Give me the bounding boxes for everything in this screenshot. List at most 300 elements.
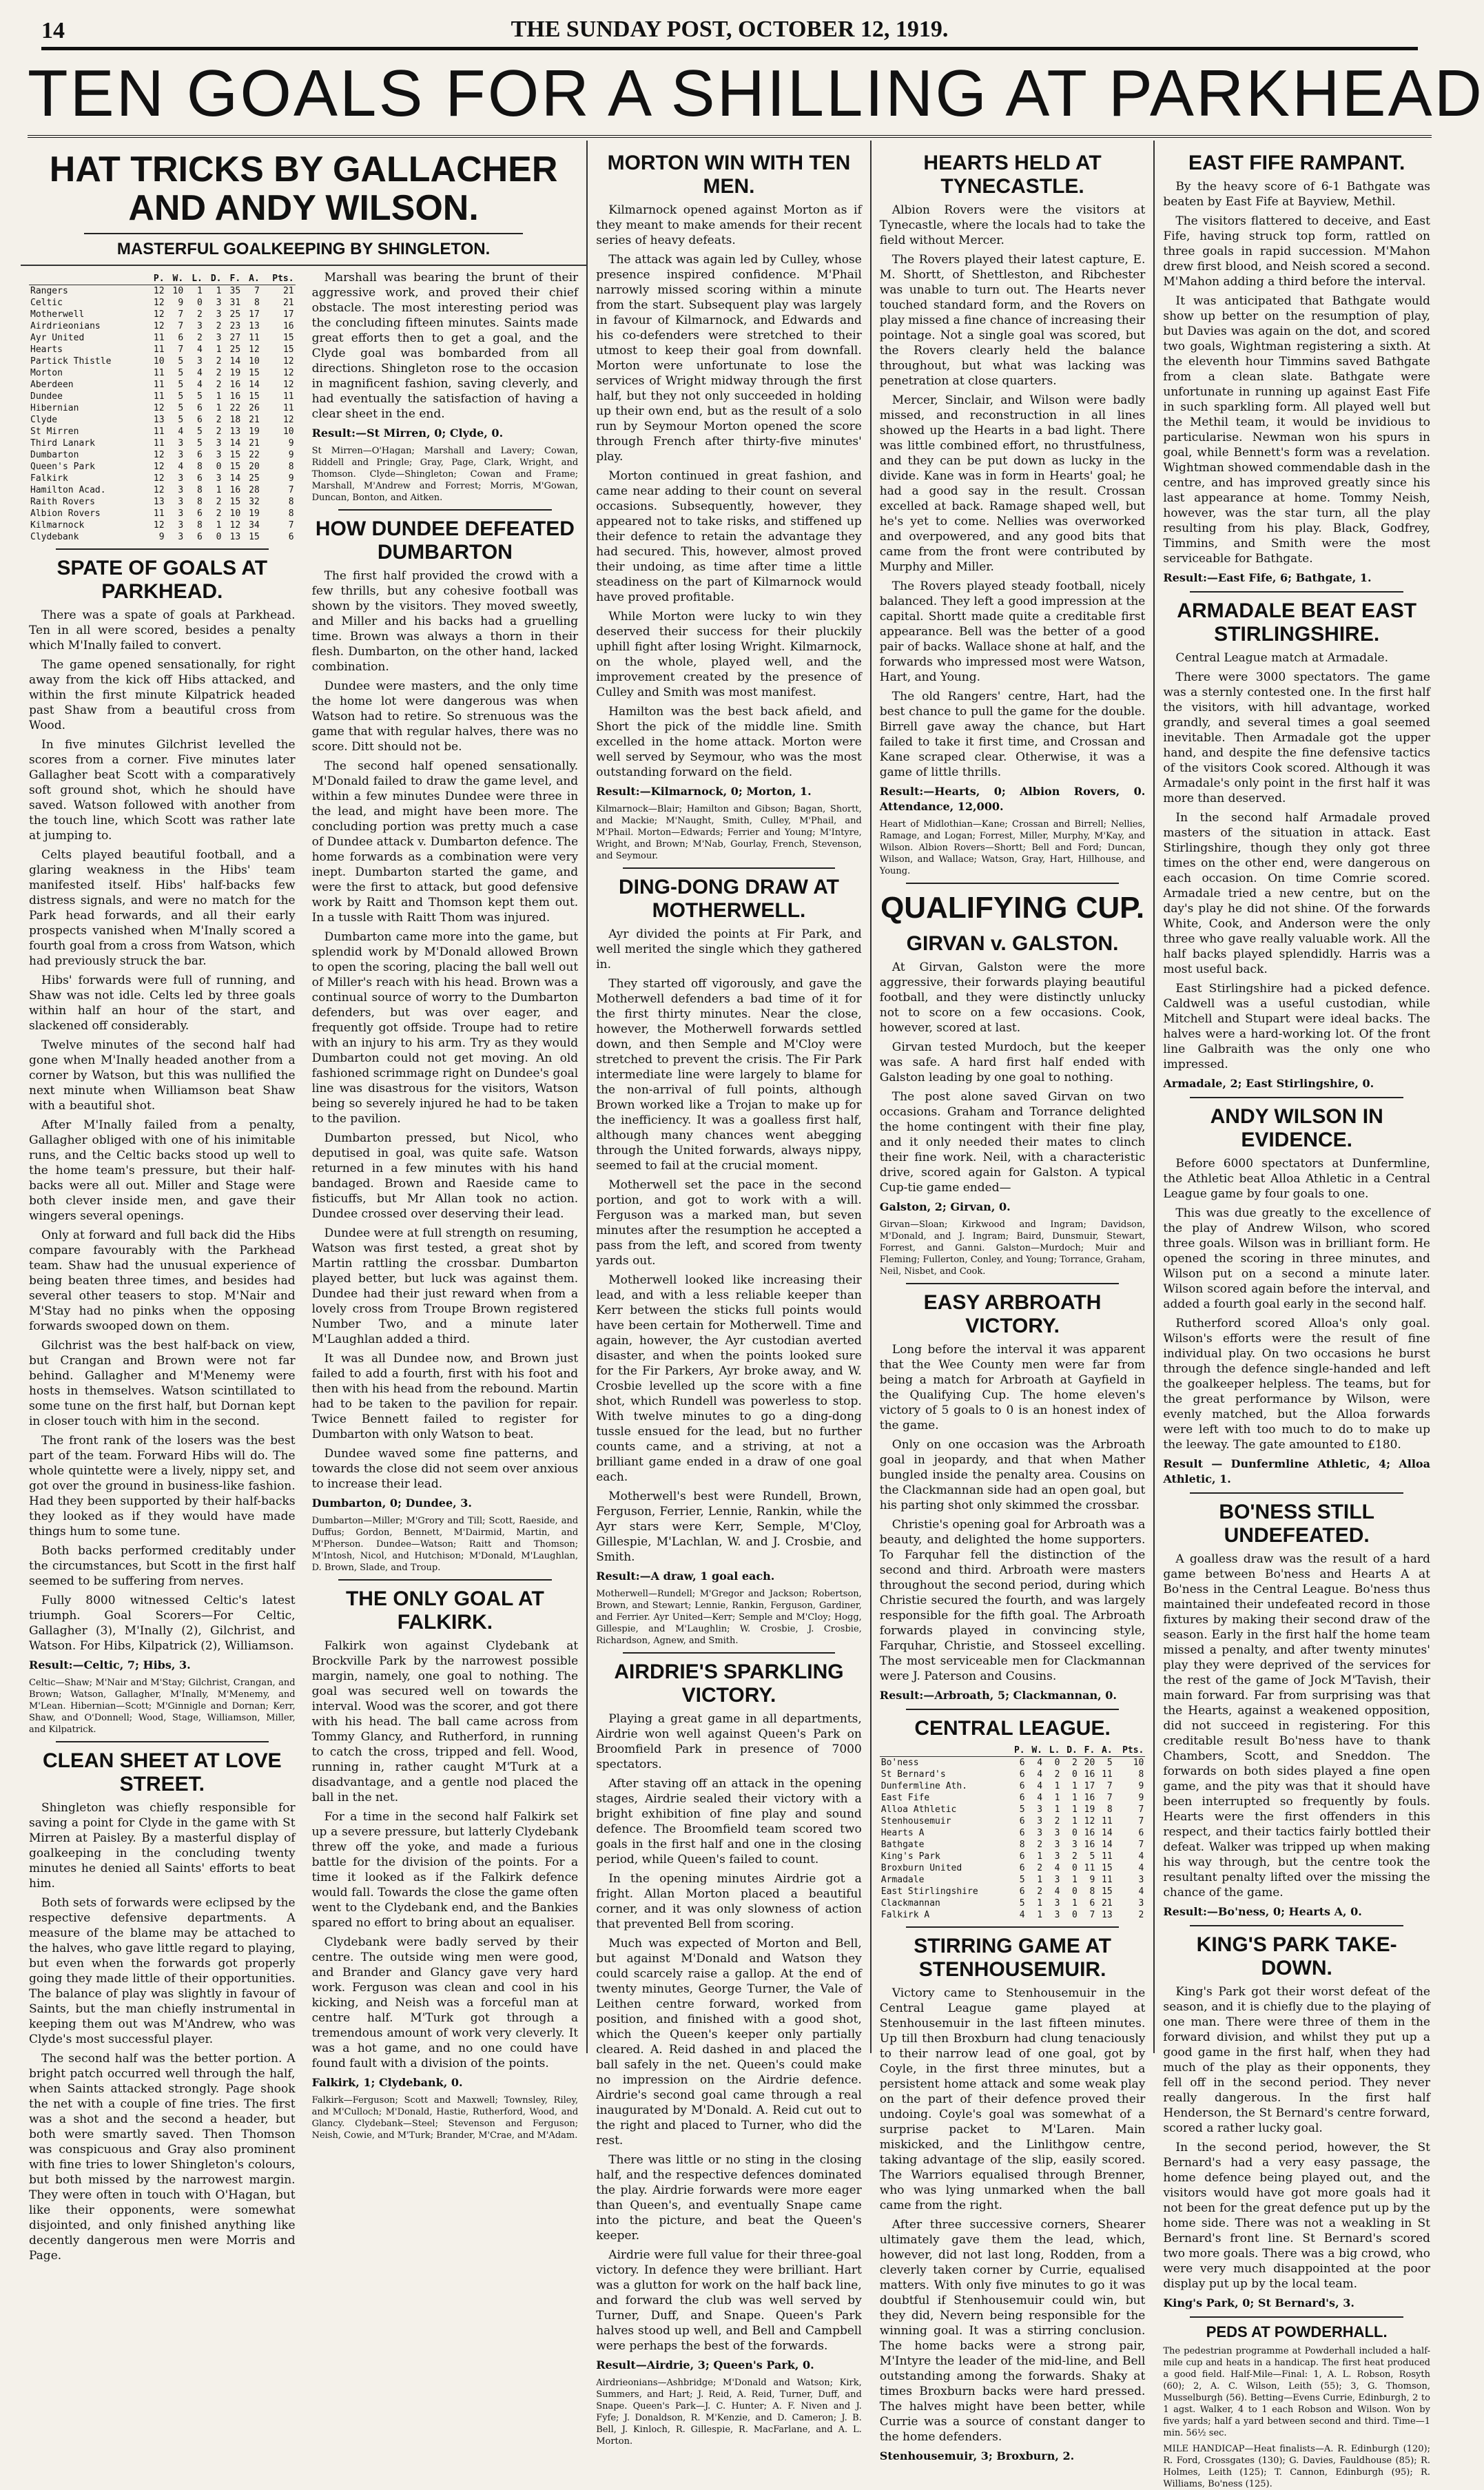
article-paragraph: Dundee were masters, and the only time the home lot were dangerous was when Watson had to retire. So strenuous was the game that with regular halves, there was no score. Ditt should not be. [311, 679, 579, 754]
table-cell: 6 [288, 532, 294, 542]
article-paragraph: Only on one occasion was the Arbroath goal in jeopardy, and that when Mather bungled inside the penalty area. Cousins on the Clackmannan side had an open goal, but his parting shot only skimmed the crossbar. [879, 1438, 1146, 1512]
article-paragraph: The visitors flattered to deceive, and East Fife, having struck top form, rattled on three goals in rapid succession. M'Mahon drew first blood, and Neish scored a second. M'Mahon adding a third before the interval. [1163, 214, 1430, 289]
table-cell: 9 [178, 298, 184, 308]
arbroath-headline: EASY ARBROATH VICTORY. [923, 1291, 1102, 1337]
table-header-cell: L. [185, 273, 204, 285]
qualifying-cup-headline: QUALIFYING CUP. [880, 891, 1145, 925]
table-cell: 4 [1138, 1863, 1144, 1873]
table-row [880, 1862, 1146, 1874]
table-cell: 17 [282, 309, 294, 320]
table-cell: 7 [1106, 1793, 1113, 1803]
table-header-cell: Pts. [261, 273, 296, 285]
article-paragraph: Christie's opening goal for Arbroath was a beauty, and delighted the home supporters. To Farquhar fell the distinction of the second and third. Arbroath were masters throughout the second period, during which Christie secured the fourth, and was largely responsible for the fifth goal. The Arbroath forwards played in convincing style, Farquhar, Christie, and Stosseel excelling. The most serviceable men for Clackmannan were J. Paterson and Cousins. [879, 1518, 1146, 1683]
table-cell: 16 [1084, 1828, 1095, 1838]
divider [1190, 1492, 1403, 1494]
table-cell: 4 [178, 426, 184, 437]
table-cell: 4 [1037, 1758, 1043, 1768]
divider [1190, 2316, 1403, 2318]
table-cell: 13 [153, 415, 165, 425]
table-row [880, 1780, 1146, 1792]
table-cell: 6 [197, 450, 203, 460]
table-cell: 3 [178, 473, 184, 484]
table-cell: 5 [1106, 1758, 1113, 1768]
table-cell: 34 [249, 520, 260, 531]
table-cell: 5 [197, 391, 203, 402]
page-banner: TEN GOALS FOR A SHILLING AT PARKHEAD [28, 52, 1432, 138]
table-row [29, 356, 296, 367]
central-league-table [880, 1745, 1146, 1921]
table-cell: 2 [1072, 1758, 1078, 1768]
table-cell: 14 [249, 380, 260, 390]
table-cell: 7 [1106, 1781, 1113, 1791]
table-cell: 2 [216, 426, 222, 437]
column-2 [304, 266, 587, 2272]
table-cell: 3 [1054, 1910, 1060, 1920]
table-cell: 6 [1138, 1828, 1144, 1838]
table-cell: 8 [288, 462, 294, 472]
table-cell: 15 [249, 532, 260, 542]
article-paragraph: Dumbarton pressed, but Nicol, who deputised in goal, was quite safe. Watson returned in a few minutes with his hand bandaged. Brown and Raeside came to fisticuffs, but Mr Allan took no action. Dundee crossed over deserving their lead. [311, 1131, 579, 1221]
table-row [29, 285, 296, 298]
table-row [880, 1886, 1146, 1897]
table-cell: 19 [229, 368, 241, 378]
team-lineups: St Mirren—O'Hagan; Marshall and Lavery; Cowan, Riddell and Pringle; Gray, Page, Clark, Wright, and Thomson. Clyde—Shingleton; Cowan and Frame; Marshall, M'Andrew and Forrest; Morris, M'Gowan, Duncan, Bonton, and Aitken. [311, 446, 579, 503]
team-lineups: Falkirk—Ferguson; Scott and Maxwell; Townsley, Riley, and M'Culloch; M'Donald, Hastie, Rutherford, Wood, and Glancy. Clydebank—Steel; Stevenson and Ferguson; Neish, Cowie, and M'Turk; Brander, M'Crae, and M'Adam. [311, 2095, 579, 2141]
table-cell: 18 [229, 415, 241, 425]
table-row [29, 484, 296, 496]
table-cell: 12 [153, 462, 165, 472]
table-cell: 3 [1037, 1828, 1043, 1838]
table-cell: 1 [216, 485, 222, 495]
table-cell: 3 [178, 485, 184, 495]
table-cell: Third Lanark [30, 438, 95, 449]
table-cell: 7 [288, 485, 294, 495]
table-cell: 3 [1054, 1851, 1060, 1862]
table-cell: 3 [1054, 1875, 1060, 1885]
table-cell: 17 [1084, 1781, 1095, 1791]
article-paragraph: Marshall was bearing the brunt of their aggressive work, and proved their chief obstacle. The most interesting period was the concluding fifteen minutes. Saints made great efforts then to get a goal, and the Clyde goal was bombarded from all directions. Shingleton rose to the occasion in magnificent fashion, saving cleverly, and had eventually the satisfaction of having a clear sheet in the end. [311, 271, 579, 421]
table-cell: 9 [1089, 1875, 1095, 1885]
table-cell: 12 [153, 485, 165, 495]
table-cell: 5 [1089, 1851, 1095, 1862]
league-table [29, 273, 296, 543]
boness-headline: BO'NESS STILL UNDEFEATED. [1219, 1501, 1374, 1547]
table-cell: 12 [153, 298, 165, 308]
table-cell: 2 [1054, 1816, 1060, 1827]
divider [906, 883, 1119, 884]
table-cell: 2 [216, 321, 222, 331]
table-cell: 10 [153, 356, 165, 367]
article-paragraph: In the second half Armadale proved masters of the situation in attack. East Stirlingshire, though they only got three times on the other end, were dangerous on each occasion. On time Comrie scored. Armadale tried a new centre, but on the day's play he did not shine. Of the forwards White, Cook, and Anderson were the only three who gave really valuable work. All the half backs played splendidly. Harris was a most useful back. [1163, 811, 1430, 976]
table-cell: Kilmarnock [30, 520, 85, 531]
match-result: Result:—Bo'ness, 0; Hearts A, 0. [1163, 1905, 1362, 1918]
table-cell: King's Park [880, 1851, 940, 1862]
match-result: Result — Dunfermline Athletic, 4; Alloa Athletic, 1. [1163, 1457, 1430, 1485]
table-cell: 11 [1084, 1863, 1095, 1873]
dateline: THE SUNDAY POST, OCTOBER 12, 1919. [511, 17, 949, 42]
table-cell: 3 [1072, 1840, 1078, 1850]
article-paragraph: Both sets of forwards were eclipsed by the respective defensive departments. A measure of the blame may be attached to the halves, who gave little regard to playing, but even when the forwards got properly going they made little of their opportunities. The balance of play was slightly in favour of Saints, but the man chiefly instrumental in keeping them out was M'Andrew, who was Clyde's most successful player. [29, 1896, 296, 2046]
team-lineups: Girvan—Sloan; Kirkwood and Ingram; Davidson, M'Donald, and J. Ingram; Baird, Dunsmuir, Stewart, Forrest, and Ganni. Galston—Murdoch; Muir and Fleming; Fullerton, Conley, and Young; Torrance, Graham, Neil, Nisbet, and Cook. [879, 1220, 1146, 1277]
table-cell: 2 [216, 368, 222, 378]
table-cell: 11 [153, 508, 165, 519]
table-cell: 12 [153, 286, 165, 296]
table-cell: 11 [249, 333, 260, 343]
table-cell: 1 [216, 286, 222, 296]
table-row [880, 1757, 1146, 1769]
table-cell: 8 [288, 508, 294, 519]
table-cell: 14 [1102, 1828, 1113, 1838]
article-paragraph: Victory came to Stenhousemuir in the Central League game played at Stenhousemuir in the last fifteen minutes. Up till then Broxburn had clung tenaciously to their narrow lead of one goal, got by Coyle, in the first three minutes, but a persistent home attack and some weak play on the part of their defence proved their undoing. Coyle's goal was somewhat of a surprise packet to M'Laren. Main miskicked, and the Linlithgow centre, taking advantage of the slip, easily scored. The Warriors equalised through Brenner, who was lying unmarked when the ball came from the right. [879, 1986, 1146, 2212]
table-cell: 12 [282, 380, 294, 390]
table-cell: 1 [1072, 1875, 1078, 1885]
table-cell: Albion Rovers [30, 508, 101, 519]
table-cell: 13 [153, 497, 165, 507]
table-row [29, 379, 296, 391]
table-cell: 9 [288, 438, 294, 449]
table-row [29, 414, 296, 426]
table-cell: Airdrieonians [30, 321, 101, 331]
table-cell: 6 [1019, 1816, 1025, 1827]
table-cell: 21 [1102, 1898, 1113, 1908]
divider [623, 867, 836, 869]
table-cell: 25 [229, 344, 241, 355]
table-cell: East Fife [880, 1793, 930, 1803]
column-4 [872, 141, 1155, 2462]
table-row [29, 332, 296, 344]
table-cell: 5 [178, 380, 184, 390]
table-cell: 11 [153, 426, 165, 437]
table-cell: 19 [249, 426, 260, 437]
table-cell: 12 [1084, 1816, 1095, 1827]
table-header-cell: L. [1044, 1745, 1061, 1757]
table-cell: 0 [216, 462, 222, 472]
table-row [29, 297, 296, 309]
article-paragraph: The second half was the better portion. A bright patch occurred well through the half, when Saints attacked strongly. Page shook the net with a couple of fine tries. The first was a shot and the second a header, but both were smartly saved. Then Thomson was conspicuous and Gray also prominent with fine tries to lower Shingleton's colours, but both missed by the narrowest margin. They were often in touch with O'Hagan, but like their opponents, were somewhat disjointed, and only finished anything like decently dangerous men were Morris and Page. [29, 2052, 296, 2263]
table-cell: 3 [1054, 1828, 1060, 1838]
table-row [880, 1909, 1146, 1921]
table-cell: 3 [216, 298, 222, 308]
article-paragraph: Ayr divided the points at Fir Park, and well merited the single which they gathered in. [596, 927, 862, 971]
divider [1190, 1097, 1403, 1098]
column-3 [588, 141, 872, 2447]
article-paragraph: Fully 8000 witnessed Celtic's latest triumph. Goal Scorers—For Celtic, Gallagher (3), M'Inally (2), Gilchrist, and Watson. For Hibs, Kilpatrick (2), Williamson. [29, 1594, 296, 1653]
table-cell: 12 [153, 450, 165, 460]
table-cell: 11 [282, 391, 294, 402]
table-cell: 12 [282, 415, 294, 425]
table-cell: 2 [197, 333, 203, 343]
table-cell: 12 [282, 356, 294, 367]
table-cell: 10 [282, 426, 294, 437]
table-cell: 0 [216, 532, 222, 542]
table-cell: 6 [1019, 1886, 1025, 1897]
table-cell: 6 [197, 508, 203, 519]
table-row [29, 473, 296, 484]
table-cell: 16 [282, 321, 294, 331]
table-cell: 11 [1102, 1851, 1113, 1862]
table-row [29, 402, 296, 414]
table-cell: Bo'ness [880, 1758, 919, 1768]
match-result: Galston, 2; Girvan, 0. [879, 1200, 1011, 1213]
table-cell: 1 [197, 286, 203, 296]
table-cell: 12 [153, 473, 165, 484]
article-paragraph: Dundee waved some fine patterns, and towards the close did not seem over anxious to increase their lead. [311, 1447, 579, 1491]
falkirk-headline: THE ONLY GOAL AT FALKIRK. [345, 1587, 544, 1634]
table-cell: 7 [178, 321, 184, 331]
table-cell: 1 [1054, 1793, 1060, 1803]
article-paragraph: Hamilton was the best back afield, and Short the pick of the middle line. Smith excelled in the home attack. Morton were well served by Seymour, who was the most outstanding forward on the field. [596, 705, 862, 779]
table-cell: 21 [249, 438, 260, 449]
table-cell: 3 [178, 508, 184, 519]
article-paragraph: Motherwell set the pace in the second portion, and got to work with a will. Ferguson was a marked man, but seven minutes after the resumption he accepted a pass from the left, and scored from twenty yards out. [596, 1178, 862, 1268]
article-paragraph: Airdrie were full value for their three-goal victory. In defence they were brilliant. Hart was a glutton for work on the half back line, and forward the club was well served by Turner, Duff, and Snape. Queen's Park halves stood up well, and Bell and Campbell were perhaps the best of the forwards. [596, 2248, 862, 2353]
table-cell: 7 [1089, 1910, 1095, 1920]
table-cell: 9 [1138, 1793, 1144, 1803]
table-cell: 3 [178, 532, 184, 542]
table-row [880, 1874, 1146, 1886]
table-cell: 13 [1102, 1910, 1113, 1920]
article-paragraph: Albion Rovers were the visitors at Tynecastle, where the locals had to take the field without Mercer. [879, 203, 1146, 247]
table-cell: 12 [153, 321, 165, 331]
table-cell: 1 [1054, 1804, 1060, 1815]
table-cell: 21 [282, 298, 294, 308]
table-cell: 3 [1037, 1816, 1043, 1827]
article-paragraph: Shingleton was chiefly responsible for saving a point for Clyde in the game with St Mirren at Paisley. By a masterful display of goalkeeping in the concluding twenty minutes he denied all Saints' efforts to beat him. [29, 1801, 296, 1891]
table-cell: Clydebank [30, 532, 79, 542]
lead-header [21, 141, 586, 266]
table-cell: 25 [229, 309, 241, 320]
table-cell: Hamilton Acad. [30, 485, 106, 495]
table-cell: 3 [216, 333, 222, 343]
table-row [880, 1769, 1146, 1780]
table-cell: 6 [197, 532, 203, 542]
table-cell: 14 [1102, 1840, 1113, 1850]
table-cell: 15 [249, 391, 260, 402]
table-cell: 1 [1037, 1851, 1043, 1862]
table-cell: 14 [229, 438, 241, 449]
table-cell: 1 [1072, 1804, 1078, 1815]
match-result: Result—Airdrie, 3; Queen's Park, 0. [596, 2358, 814, 2371]
table-cell: 4 [197, 368, 203, 378]
column-5 [1155, 141, 1439, 2489]
article-paragraph: Falkirk won against Clydebank at Brockville Park by the narrowest possible margin, namely, one goal to nothing. The goal was secured well on towards the interval. Wood was the scorer, and got there with his head. The ball came across from Tommy Glancy, and Rutherford, in running to catch the cross, tripped and fell. Wood, running in, rather caught M'Turk at a disadvantage, and a gentle nod placed the ball in the net. [311, 1639, 579, 1804]
article-paragraph: Both backs performed creditably under the circumstances, but Scott in the first half seemed to be suffering from nerves. [29, 1544, 296, 1588]
match-result: King's Park, 0; St Bernard's, 3. [1163, 2296, 1354, 2309]
team-lineups: Dumbarton—Miller; M'Grory and Till; Scott, Raeside, and Duffus; Gordon, Bennett, M'Dairmid, Martin, and M'Pherson. Dundee—Watson; Raitt and Thomson; M'Intosh, Nicol, and Hutchison; M'Donald, M'Laughlan, D. Brown, Slade, and Troup. [311, 1516, 579, 1573]
table-cell: 32 [249, 497, 260, 507]
table-cell: 5 [1019, 1875, 1025, 1885]
divider [1190, 1925, 1403, 1926]
team-lineups: Kilmarnock—Blair; Hamilton and Gibson; Bagan, Shortt, and Mackie; M'Naught, Smith, Culley, M'Phail, and M'Phail. Morton—Edwards; Ferrier and Young; M'Intyre, Wright, and Brown; M'Nab, Gourlay, French, Stevenson, and Seymour. [596, 804, 862, 861]
table-cell: 12 [229, 520, 241, 531]
table-row [29, 531, 296, 543]
table-cell: 3 [1054, 1840, 1060, 1850]
article-paragraph: The second half opened sensationally. M'Donald failed to draw the game level, and within a few minutes Dundee were three in the lead, and might have been more. The concluding portion was pretty much a case of Dundee attack v. Dumbarton defence. The home forwards as a combination were very inept. Dumbarton started the game, and were the first to attack, but good defensive work by Raitt and Thomson kept them out. In a tussle with Raitt Thom was injured. [311, 759, 579, 925]
article-paragraph: A goalless draw was the result of a hard game between Bo'ness and Hearts A at Bo'ness in the Central League. Bo'ness thus maintained their undefeated record in those fixtures by making their second draw of the season. Early in the first half the home team missed a penalty, and after twenty minutes' play they were deprived of the services for the rest of the game of Jock M'Tavish, their main forward. Far from surprising was that the Hearts, against a weakened opposition, did not succeed in registering. For this creditable result Bo'ness have to thank Chambers, Scott, and Sneddon. The forwards on both sides played a fine open game, and the pity was that it should have been interrupted so frequently by fouls. Hearts were the first offenders in this respect, and their tactics fairly bottled their defeat. Walker was tripped up when making his way through, but the centre took the resultant penalty lifted over the missing the chance of the game. [1163, 1552, 1430, 1900]
table-cell: 15 [282, 333, 294, 343]
table-row [29, 391, 296, 402]
armadale-headline: ARMADALE BEAT EAST STIRLINGSHIRE. [1177, 599, 1417, 646]
table-cell: 7 [1138, 1840, 1144, 1850]
table-cell: 6 [1019, 1793, 1025, 1803]
match-result: Result:—Arbroath, 5; Clackmannan, 0. [879, 1689, 1117, 1702]
table-cell: 2 [216, 497, 222, 507]
table-cell: 4 [1138, 1851, 1144, 1862]
table-cell: Hearts [30, 344, 63, 355]
table-cell: 7 [1138, 1804, 1144, 1815]
table-cell: 16 [1084, 1840, 1095, 1850]
table-cell: 4 [1138, 1886, 1144, 1897]
article-paragraph: Rutherford scored Alloa's only goal. Wilson's efforts were the result of fine individual play. On two occasions he burst through the defence single-handed and left the goalkeeper helpless. The teams, but for the great performance by Wilson, were evenly matched, but the Alloa forwards were left with too much to do to make up the leeway. The gate amounted to £180. [1163, 1317, 1430, 1452]
table-cell: 1 [1054, 1781, 1060, 1791]
article-paragraph: The first half provided the crowd with a few thrills, but any cohesive football was shown by the visitors. They moved sweetly, and Miller and his backs had a gruelling time. Brown was always a thorn in their flesh. Dumbarton, on the other hand, lacked combination. [311, 569, 579, 674]
airdrie-headline: AIRDRIE'S SPARKLING VICTORY. [614, 1660, 844, 1707]
table-cell: 3 [197, 321, 203, 331]
article-paragraph: The Rovers played steady football, nicely balanced. They left a good impression at the capital. Shortt made quite a creditable first appearance. Bell was the better of a good pair of backs. Wallace shone at half, and the forwards who impressed most were Watson, Hart, and Young. [879, 579, 1146, 684]
table-cell: 6 [197, 415, 203, 425]
table-row [29, 367, 296, 379]
table-cell: 6 [1019, 1769, 1025, 1780]
divider [1190, 591, 1403, 593]
table-cell: 0 [1072, 1769, 1078, 1780]
table-cell: 15 [1102, 1886, 1113, 1897]
article-paragraph: King's Park got their worst defeat of the season, and it is chiefly due to the playing of one man. There were three of them in the forward division, and whilst they put up a good game in the first half, when they had much of the play as their opponents, they fell off in the second period. They never really dangerous. In the first half Henderson, the St Bernard's centre forward, scored a rather lucky goal. [1163, 1985, 1430, 2135]
table-cell: 1 [1072, 1781, 1078, 1791]
match-result: Result:—Kilmarnock, 0; Morton, 1. [596, 785, 812, 798]
divider [84, 233, 524, 234]
table-cell: 16 [1084, 1769, 1095, 1780]
table-cell: 4 [1019, 1910, 1025, 1920]
table-cell: 2 [197, 309, 203, 320]
table-cell: 5 [1019, 1898, 1025, 1908]
match-result: Armadale, 2; East Stirlingshire, 0. [1163, 1077, 1374, 1090]
table-cell: 16 [229, 391, 241, 402]
table-cell: 21 [282, 286, 294, 296]
table-cell: 0 [1072, 1863, 1078, 1873]
table-cell: 2 [216, 415, 222, 425]
table-cell: 3 [216, 450, 222, 460]
table-cell: 4 [197, 380, 203, 390]
table-cell: 10 [172, 286, 184, 296]
article-paragraph: In the second period, however, the St Bernard's had a very easy passage, the home defence being played out, and the visitors would have got more goals had it not been for the great defence put up by the home side. There was not a weakling in St Bernard's front line. St Bernard's scored two more goals. There was a big crowd, who were very much disappointed at the poor display put up by the local team. [1163, 2141, 1430, 2291]
article-paragraph: After M'Inally failed from a penalty, Gallagher obliged with one of his inimitable runs, and the Celtic backs stood up well to the home team's pressure, but their half-backs were all out. Miller and Stage were both clever inside men, and gave their wingers several openings. [29, 1118, 296, 1223]
article-paragraph: There was a spate of goals at Parkhead. Ten in all were scored, besides a penalty which M'Inally failed to convert. [29, 608, 296, 652]
table-cell: 15 [229, 497, 241, 507]
table-cell: 8 [197, 462, 203, 472]
girvan-headline: GIRVAN v. GALSTON. [906, 932, 1119, 955]
table-cell: 4 [1037, 1769, 1043, 1780]
article-paragraph: The attack was again led by Culley, whose presence inspired confidence. M'Phail narrowly missed scoring within a minute from the start. Subsequent play was largely in favour of Kilmarnock, and Edwards and his co-defenders were stretched to their utmost to keep their goal from downfall. Morton were unfortunate to lose the services of Wright midway through the first half, but they not only succeeded in holding up their own end, but as the result of a solo run by Seymour Morton opened the score through French after thirty-five minutes' play. [596, 253, 862, 464]
match-result: Result:—St Mirren, 0; Clyde, 0. [311, 426, 504, 440]
table-cell: 0 [197, 298, 203, 308]
table-cell: 6 [197, 403, 203, 413]
table-row [29, 344, 296, 356]
table-cell: 15 [1102, 1863, 1113, 1873]
article-paragraph: Clydebank were badly served by their centre. The outside wing men were good, and Brander and Glancy gave very hard work. Ferguson was clean and cool in his kicking, and Neish was a forceful man at centre half. M'Turk got through a tremendous amount of work very cleverly. It was a hot game, and no one could have found fault with a division of the points. [311, 1935, 579, 2070]
table-row [29, 309, 296, 320]
table-row [880, 1827, 1146, 1839]
table-header-cell: D. [204, 273, 223, 285]
article-paragraph: Long before the interval it was apparent that the Wee County men were far from being a match for Arbroath at Gayfield in the Qualifying Cup. The home eleven's victory of 5 goals to 0 is an honest index of the game. [879, 1343, 1146, 1432]
table-cell: 3 [216, 309, 222, 320]
table-cell: Alloa Athletic [880, 1804, 957, 1815]
article-paragraph: In the opening minutes Airdrie got a fright. Allan Morton placed a beautiful corner, and it was only slowness of action that prevented Bell from scoring. [596, 1872, 862, 1931]
table-cell: 15 [249, 368, 260, 378]
table-cell: 15 [282, 344, 294, 355]
table-cell: 8 [1089, 1886, 1095, 1897]
article-paragraph: The Rovers played their latest capture, E. M. Shortt, of Shettleston, and Ribchester was unable to turn out. The Hearts never touched standard form, and the Rovers on play missed a fine chance of increasing their pointage. Not a single goal was scored, but the Rovers clearly held the balance throughout, but what was lacking was penetration at close quarters. [879, 253, 1146, 388]
table-cell: 7 [288, 520, 294, 531]
table-cell: Raith Rovers [30, 497, 95, 507]
table-cell: 4 [1054, 1886, 1060, 1897]
table-cell: 6 [178, 333, 184, 343]
table-cell: 31 [229, 298, 241, 308]
columns [21, 141, 1439, 2489]
table-cell: Armadale [880, 1875, 925, 1885]
article-paragraph: The pedestrian programme at Powderhall included a half-mile cup and heats in a handicap. The first heat produced a good field. Half-Mile—Final: 1, A. L. Robson, Rosyth (60); 2, A. C. Wilson, Leith (55); 3, G. Thomson, Musselburgh (56). Betting—Evens Currie, Edinburgh, 2 to 1 agst. Walker, 4 to 1 each Robson and Wilson. Won by five yards; half a yard between second and third. Time—1 min. 56½ sec. [1163, 2346, 1430, 2438]
table-cell: 3 [216, 438, 222, 449]
stenhousemuir-headline: STIRRING GAME AT STENHOUSEMUIR. [914, 1935, 1111, 1981]
article-paragraph: Celts played beautiful football, and a glaring weakness in the Hibs' team manifested itself. Hibs' half-backs few distress signals, and were no match for the Park head forwards, and all their early prospects vanished when M'Inally scored a fourth goal from a cross from Watson, which had previously struck the bar. [29, 848, 296, 968]
article-paragraph: Girvan tested Murdoch, but the keeper was safe. A hard first half ended with Galston leading by one goal to nothing. [879, 1040, 1146, 1084]
table-cell: 8 [197, 485, 203, 495]
table-cell: 1 [216, 391, 222, 402]
article-paragraph: For a time in the second half Falkirk set up a severe pressure, but latterly Clydebank threw off the yoke, and made a furious battle for the division of the points. For a time it looked as if the Falkirk defence would fall. Towards the close the game often went to the Clydebank end, and the Bankies spared no effort to bring about an equaliser. [311, 1810, 579, 1930]
article-paragraph: Morton continued in great fashion, and came near adding to their count on several occasions. Subsequently, however, they appeared not to take risks, and stiffened up their defence to retain the advantage they had secured. This, however, almost proved their undoing, as time after time a little steadiness on the part of Kilmarnock would have proved profitable. [596, 469, 862, 604]
table-cell: 9 [1138, 1781, 1144, 1791]
article-paragraph: Only at forward and full back did the Hibs compare favourably with the Parkhead team. Shaw had the unusual experience of being beaten three times, and besides had several other teasers to stop. M'Nair and M'Stay had no pinks when the opposing forwards swooped down on them. [29, 1228, 296, 1333]
table-cell: 3 [178, 450, 184, 460]
article-paragraph: The post alone saved Girvan on two occasions. Graham and Torrance delighted the home contingent with their fine play, and it only needed their mates to clinch their fine work. Neil, with a characteristic drive, scored again for Galston. A typical Cup-tie game ended— [879, 1090, 1146, 1195]
team-lineups: Celtic—Shaw; M'Nair and M'Stay; Gilchrist, Crangan, and Brown; Watson, Gallagher, M'Inally, M'Menemy, and M'Lean. Hibernian—Scott; M'Ginnigle and Dornan; Kerr, Shaw, and O'Donnell; Wood, Stage, Williamson, Miller, and Kilpatrick. [29, 1678, 296, 1735]
folio-bar [41, 12, 1418, 50]
match-result: Result:—Celtic, 7; Hibs, 3. [29, 1658, 191, 1671]
table-cell: 2 [1037, 1863, 1043, 1873]
table-cell: 16 [1084, 1793, 1095, 1803]
table-cell: Morton [30, 368, 63, 378]
table-cell: 5 [1019, 1804, 1025, 1815]
east-fife-headline: EAST FIFE RAMPANT. [1188, 152, 1405, 174]
article-paragraph: Dumbarton came more into the game, but splendid work by M'Donald allowed Brown to open the scoring, placing the ball well out of Miller's reach with his head. Brown was a continual source of worry to the Dumbarton defenders, but was over eager, and frequently got offside. Troupe had to retire with an injury to his arm. Try as they would Dumbarton could not get moving. An old fashioned scrimmage right on Dundee's goal line was disastrous for the visitors, Watson being so severely injured he had to be taken to the pavilion. [311, 930, 579, 1126]
table-cell: 11 [282, 403, 294, 413]
table-cell: Hearts A [880, 1828, 925, 1838]
table-row [880, 1804, 1146, 1815]
table-cell: 8 [288, 497, 294, 507]
table-cell: 3 [1138, 1898, 1144, 1908]
article-paragraph: By the heavy score of 6-1 Bathgate was beaten by East Fife at Bayview, Methil. [1163, 180, 1430, 209]
table-cell: 2 [216, 356, 222, 367]
table-cell: 11 [1102, 1875, 1113, 1885]
table-cell: 11 [153, 333, 165, 343]
table-cell: 7 [178, 309, 184, 320]
table-row [29, 426, 296, 438]
table-cell: St Mirren [30, 426, 79, 437]
table-cell: 12 [153, 403, 165, 413]
table-cell: 13 [229, 532, 241, 542]
article-paragraph: Central League match at Armadale. [1175, 651, 1389, 665]
table-header-cell: A. [242, 273, 261, 285]
table-cell: 0 [1054, 1758, 1060, 1768]
morton-headline: MORTON WIN WITH TEN MEN. [607, 152, 851, 198]
table-cell: 8 [1138, 1769, 1144, 1780]
article-paragraph: East Stirlingshire had a picked defence. Caldwell was a useful custodian, while Mitchell and Stupart were ideal backs. The halves were a hard-working lot. Of the front line Galbraith was the only one who impressed. [1163, 982, 1430, 1071]
table-cell: 1 [1037, 1875, 1043, 1885]
spate-headline: SPATE OF GOALS AT PARKHEAD. [56, 557, 268, 603]
table-cell: 4 [178, 462, 184, 472]
table-cell: 6 [197, 473, 203, 484]
table-cell: 11 [1102, 1769, 1113, 1780]
table-cell: 8 [1106, 1804, 1113, 1815]
